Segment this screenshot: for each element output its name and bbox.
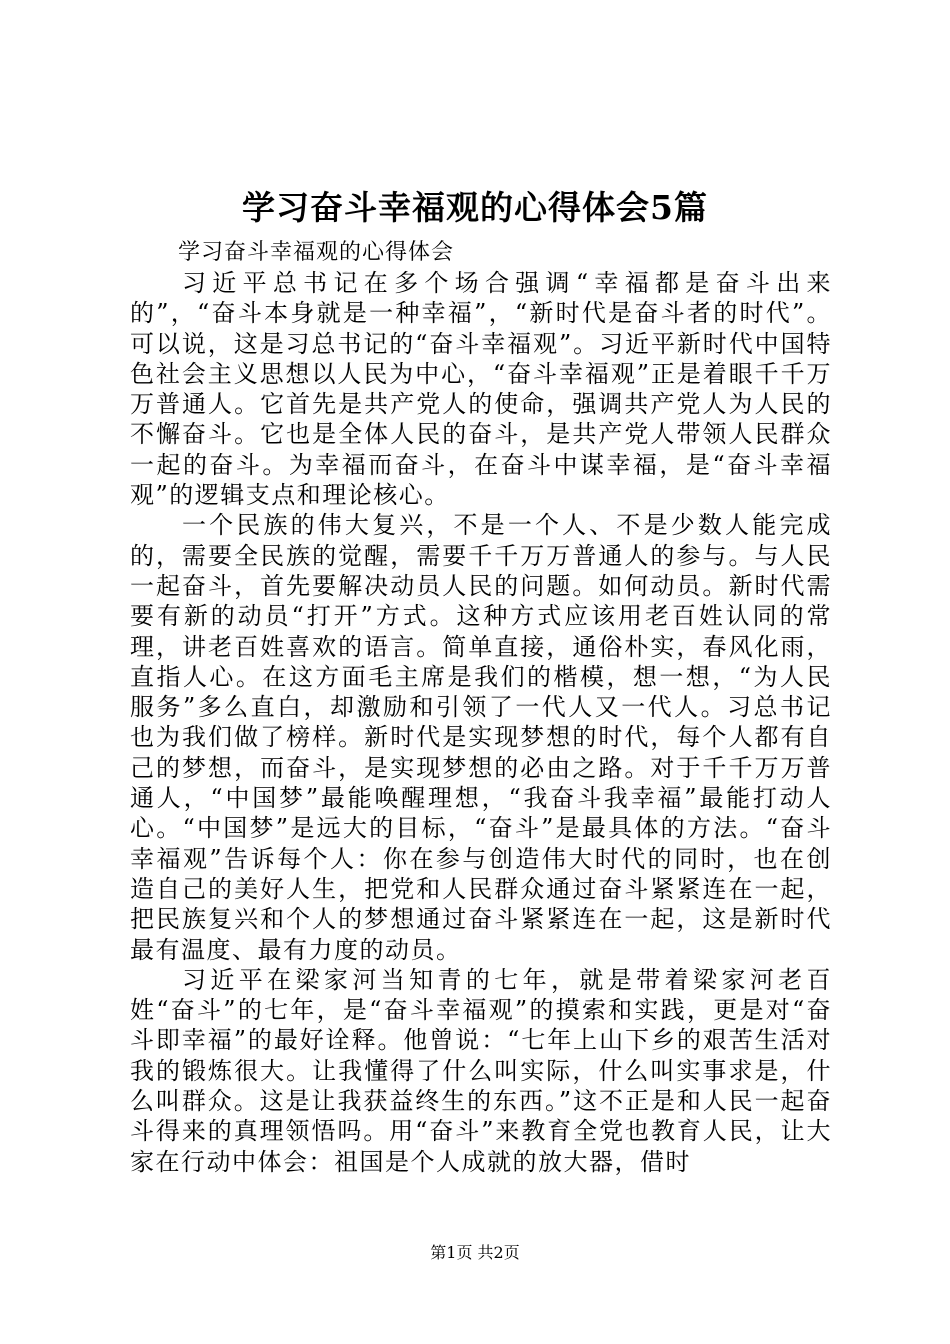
page-number-footer: 第1页 共2页 [430, 1243, 520, 1262]
document-title: 学习奋斗幸福观的心得体会5篇 [242, 188, 708, 227]
paragraph-3: 习近平在梁家河当知青的七年，就是带着梁家河老百姓“奋斗”的七年，是“奋斗幸福观”的摸索和实践，更是对“奋斗即幸福”的最好诠释。他曾说：“七年上山下乡的艰苦生活对我的锻炼很大。让我懂得了什么叫实际，什么叫实事求是，什么叫群众。这是让我获益终生的东西。”这不正是和人民一起奋斗得来的真理领悟吗。用“奋斗”来教育全党也教育人民，让大家在行动中体会：祖国是个人成就的放大器，借时 [130, 965, 832, 1176]
document-body [130, 238, 832, 1177]
paragraph-2: 一个民族的伟大复兴，不是一个人、不是少数人能完成的，需要全民族的觉醒，需要千千万万普通人的参与。与人民一起奋斗，首先要解决动员人民的问题。如何动员。新时代需要有新的动员“打开”方式。这种方式应该用老百姓认同的常理，讲老百姓喜欢的语言。简单直接，通俗朴实，春风化雨，直指人心。在这方面毛主席是我们的楷模，想一想，“为人民服务”多么直白，却激励和引领了一代人又一代人。习总书记也为我们做了榜样。新时代是实现梦想的时代，每个人都有自己的梦想，而奋斗，是实现梦想的必由之路。对于千千万万普通人，“中国梦”最能唤醒理想，“我奋斗我幸福”最能打动人心。“中国梦”是远大的目标，“奋斗”是最具体的方法。“奋斗幸福观”告诉每个人：你在参与创造伟大时代的同时，也在创造自己的美好人生，把党和人民群众通过奋斗紧紧连在一起，把民族复兴和个人的梦想通过奋斗紧紧连在一起，这是新时代最有温度、最有力度的动员。 [130, 511, 832, 964]
paragraph-1: 习近平总书记在多个场合强调“幸福都是奋斗出来的”，“奋斗本身就是一种幸福”，“新时代是奋斗者的时代”。可以说，这是习总书记的“奋斗幸福观”。习近平新时代中国特色社会主义思想以人民为中心，“奋斗幸福观”正是着眼千千万万普通人。它首先是共产党人的使命，强调共产党人为人民的不懈奋斗。它也是全体人民的奋斗，是共产党人带领人民群众一起的奋斗。为幸福而奋斗，在奋斗中谋幸福，是“奋斗幸福观”的逻辑支点和理论核心。 [130, 269, 832, 510]
document-subtitle: 学习奋斗幸福观的心得体会 [178, 240, 455, 265]
